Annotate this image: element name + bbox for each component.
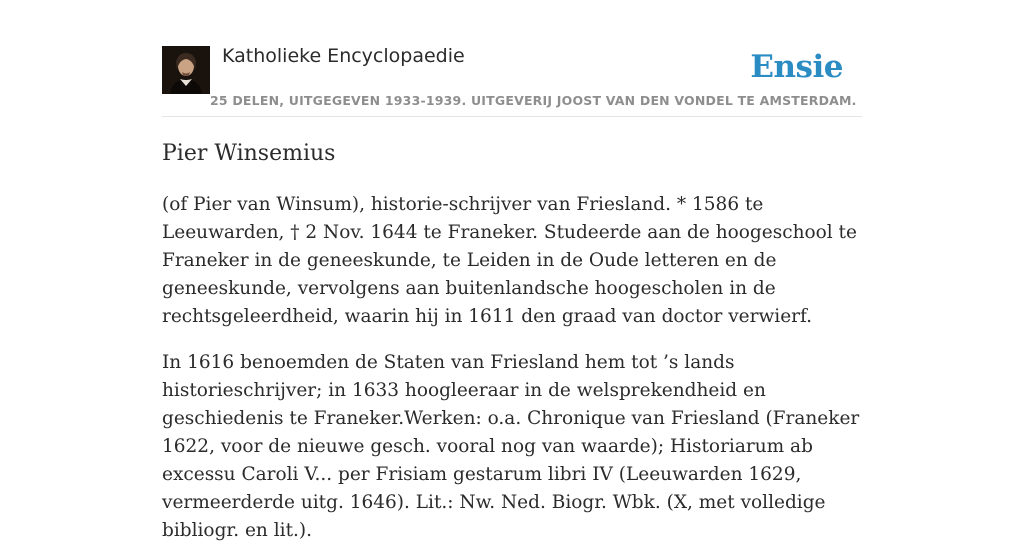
site-subtitle: 25 DELEN, UITGEGEVEN 1933-1939. UITGEVERIJ JOOST VAN DEN VONDEL TE AMSTERDAM.: [210, 93, 857, 108]
article-paragraph-2: In 1616 benoemden de Staten van Friesland hem tot ’s lands historieschrijver; in 1633 hoogleeraar in de welsprekendheid en geschiedenis te Franeker.Werken: o.a. Chronique van Friesland (Franeker 1622, voor de nieuwe gesch. vooral nog van waarde); Historiarum ab excessu Caroli V... per Frisiam gestarum libri IV (Leeuwarden 1629, vermeerderde uitg. 1646). Lit.: Nw. Ned. Biogr. Wbk. (X, met volledige bibliogr. en lit.).: [162, 352, 860, 541]
article: [162, 138, 862, 545]
article-paragraph-1: (of Pier van Winsum), historie-schrijver van Friesland. * 1586 te Leeuwarden, † 2 Nov. 1644 te Franeker. Studeerde aan de hoogeschool te Franeker in de geneeskunde, te Leiden in de Oude letteren en de geneeskunde, vervolgens aan buitenlandsche hoogescholen in de rechtsgeleerdheid, waarin hij in 1611 den graad van doctor verwierf.: [162, 194, 857, 327]
portrait-icon: [162, 46, 210, 94]
ensie-logo-link[interactable]: Ensie: [750, 49, 843, 85]
site-title-link[interactable]: Katholieke Encyclopaedie: [222, 45, 465, 67]
article-title: Pier Winsemius: [162, 141, 336, 166]
portrait-avatar[interactable]: [162, 46, 210, 94]
site-header: [162, 40, 862, 117]
